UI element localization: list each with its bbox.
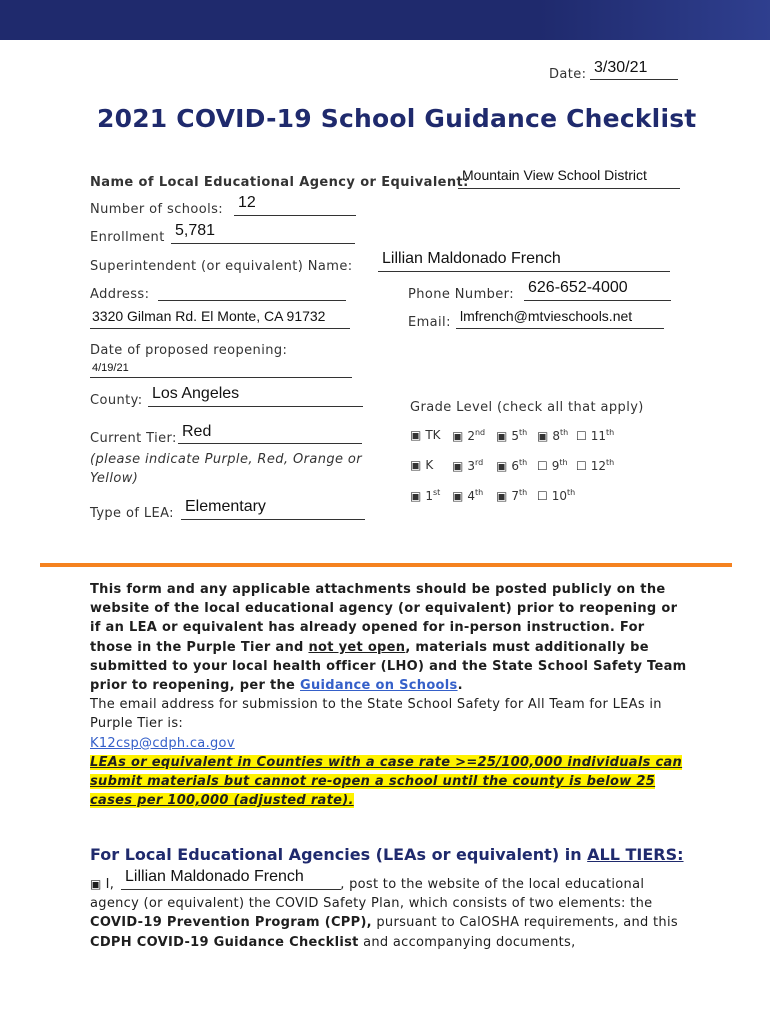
address-line-1 [158, 300, 346, 301]
grade-option-4th[interactable] [452, 488, 483, 503]
grade-suffix: th [518, 428, 528, 437]
tier-label: Current Tier: [90, 431, 177, 446]
date-value[interactable]: 3/30/21 [594, 59, 648, 76]
notice-not-yet-open: not yet open [308, 639, 406, 655]
all-tiers-heading-a: For Local Educational Agencies (LEAs or equivalent) in [90, 845, 588, 864]
checked-box-icon[interactable]: ▣ [496, 459, 508, 473]
cert-i: I, [105, 877, 115, 892]
enrollment-value[interactable]: 5,781 [175, 222, 216, 239]
cert-checklist: CDPH COVID-19 Guidance Checklist [90, 934, 359, 950]
email-line [456, 328, 664, 329]
unchecked-box-icon[interactable]: ☐ [576, 459, 587, 473]
section-divider [40, 563, 732, 567]
cert-text-3: and accompanying documents, [358, 934, 576, 950]
date-label: Date: [549, 67, 587, 82]
cert-checkbox[interactable]: ▣ [90, 877, 102, 891]
grade-option-6th[interactable] [496, 458, 527, 473]
enrollment-label: Enrollment [90, 230, 165, 245]
schools-line [234, 215, 356, 216]
grade-option-1st[interactable] [410, 488, 440, 503]
reopen-line [90, 377, 352, 378]
checked-box-icon[interactable]: ▣ [410, 458, 422, 472]
lea-label: Name of Local Educational Agency or Equivalent: [90, 175, 469, 190]
header-bar-gradient [0, 0, 770, 40]
grade-label-text: 7 [511, 489, 519, 503]
grade-suffix: th [474, 488, 484, 497]
grade-option-10th[interactable] [537, 488, 575, 503]
address-label: Address: [90, 287, 150, 302]
certification-text [90, 875, 680, 952]
grade-option-TK[interactable] [410, 428, 441, 442]
grade-label-text: 2 [467, 429, 475, 443]
phone-label: Phone Number: [408, 287, 514, 302]
address-line-2 [90, 328, 350, 329]
checked-box-icon[interactable]: ▣ [410, 428, 422, 442]
page-title: 2021 COVID-19 School Guidance Checklist [97, 104, 697, 133]
grade-suffix: th [559, 428, 569, 437]
reopen-label: Date of proposed reopening: [90, 343, 288, 358]
tier-line [178, 443, 362, 444]
grade-option-3rd[interactable] [452, 458, 483, 473]
lea-type-label: Type of LEA: [90, 506, 174, 521]
grade-label-text: 9 [551, 459, 560, 473]
enrollment-line [171, 243, 355, 244]
lea-type-line [181, 519, 365, 520]
checked-box-icon[interactable]: ▣ [496, 489, 508, 503]
checked-box-icon[interactable]: ▣ [452, 459, 464, 473]
grade-label-text: 1 [425, 489, 433, 503]
cert-name[interactable]: Lillian Maldonado French [125, 868, 304, 885]
tier-hint: (please indicate Purple, Red, Orange or Yellow) [90, 452, 363, 486]
checked-box-icon[interactable]: ▣ [410, 489, 422, 503]
cert-cpp: COVID-19 Prevention Program (CPP), [90, 915, 372, 931]
grade-suffix: th [567, 488, 576, 497]
cert-text-1: , post to the website of the local educational agency (or equivalent) the COVID Safety Plan, which consists of two elements: the [90, 877, 653, 912]
grade-option-11th[interactable] [576, 428, 614, 443]
lea-line [458, 188, 680, 189]
grade-suffix: th [518, 488, 528, 497]
grade-option-9th[interactable] [537, 458, 568, 473]
notice-p1-end: . [457, 678, 463, 694]
date-line [590, 79, 678, 80]
grade-label: Grade Level (check all that apply) [410, 400, 644, 415]
grade-label-text: 3 [467, 459, 475, 473]
grade-label-text: 12 [590, 459, 607, 473]
superintendent-line [378, 271, 670, 272]
checked-box-icon[interactable]: ▣ [452, 489, 464, 503]
reopen-value[interactable]: 4/19/21 [92, 362, 129, 374]
checked-box-icon[interactable]: ▣ [537, 429, 549, 443]
lea-type-value[interactable]: Elementary [185, 498, 266, 515]
grade-label-text: 10 [551, 489, 568, 503]
all-tiers-heading-b: ALL TIERS: [587, 845, 684, 864]
grade-suffix: st [432, 488, 441, 497]
guidance-link[interactable]: Guidance on Schools [300, 678, 458, 694]
grade-label-text: 8 [552, 429, 560, 443]
grade-label-text: K [425, 458, 434, 472]
unchecked-box-icon[interactable]: ☐ [576, 429, 587, 443]
submission-email-link[interactable]: K12csp@cdph.ca.gov [90, 735, 235, 751]
county-line [148, 406, 363, 407]
grade-suffix: th [606, 428, 615, 437]
notice-p1-b: , materials must additionally be submitted to your local health officer (LHO) and the State School Safety Team prior to reopening, per the [90, 639, 687, 694]
grade-label-text: 6 [511, 459, 519, 473]
grade-option-K[interactable] [410, 458, 433, 472]
county-value[interactable]: Los Angeles [152, 385, 240, 402]
all-tiers-heading [90, 845, 684, 864]
grade-option-7th[interactable] [496, 488, 527, 503]
grade-label-text: 11 [590, 429, 607, 443]
grade-suffix: rd [474, 458, 484, 467]
header-bar [0, 0, 770, 40]
lea-value[interactable]: Mountain View School District [462, 167, 647, 183]
cert-text-2: pursuant to CalOSHA requirements, and this [371, 915, 678, 931]
county-label: County: [90, 393, 143, 408]
grade-label-text: TK [425, 428, 441, 442]
notice-p1-a: This form and any applicable attachments should be posted publicly on the website of the local educational agency (or equivalent) prior to reopening or if an LEA or equivalent has already opened for in-person instruction. For those in the Purple Tier and [90, 582, 678, 655]
email-label: Email: [408, 315, 451, 330]
grade-option-12th[interactable] [576, 458, 614, 473]
checked-box-icon[interactable]: ▣ [452, 429, 464, 443]
checked-box-icon[interactable]: ▣ [496, 429, 508, 443]
grade-suffix: nd [474, 428, 486, 437]
grade-label-text: 5 [511, 429, 519, 443]
phone-line [524, 300, 671, 301]
schools-value[interactable]: 12 [238, 194, 256, 211]
unchecked-box-icon[interactable]: ☐ [537, 489, 548, 503]
schools-label: Number of schools: [90, 202, 224, 217]
grade-option-2nd[interactable] [452, 428, 485, 443]
superintendent-label: Superintendent (or equivalent) Name: [90, 259, 353, 274]
email-value[interactable]: lmfrench@mtvieschools.net [460, 308, 633, 324]
phone-value[interactable]: 626-652-4000 [528, 279, 628, 296]
case-rate-warning: LEAs or equivalent in Counties with a case rate >=25/100,000 individuals can submit materials but cannot re-open a school until the county is below 25 cases per 100,000 (adjusted rate). [90, 754, 683, 809]
unchecked-box-icon[interactable]: ☐ [537, 459, 548, 473]
superintendent-value[interactable]: Lillian Maldonado French [382, 250, 561, 267]
grade-suffix: th [606, 458, 615, 467]
grade-label-text: 4 [467, 489, 475, 503]
grade-option-5th[interactable] [496, 428, 527, 443]
tier-value[interactable]: Red [182, 423, 212, 440]
grade-option-8th[interactable] [537, 428, 568, 443]
grade-suffix: th [559, 458, 568, 467]
address-value[interactable]: 3320 Gilman Rd. El Monte, CA 91732 [92, 308, 326, 324]
notice-text [90, 580, 690, 810]
grade-suffix: th [518, 458, 528, 467]
notice-p2: The email address for submission to the State School Safety for All Team for LEAs in Purple Tier is: [90, 697, 662, 732]
